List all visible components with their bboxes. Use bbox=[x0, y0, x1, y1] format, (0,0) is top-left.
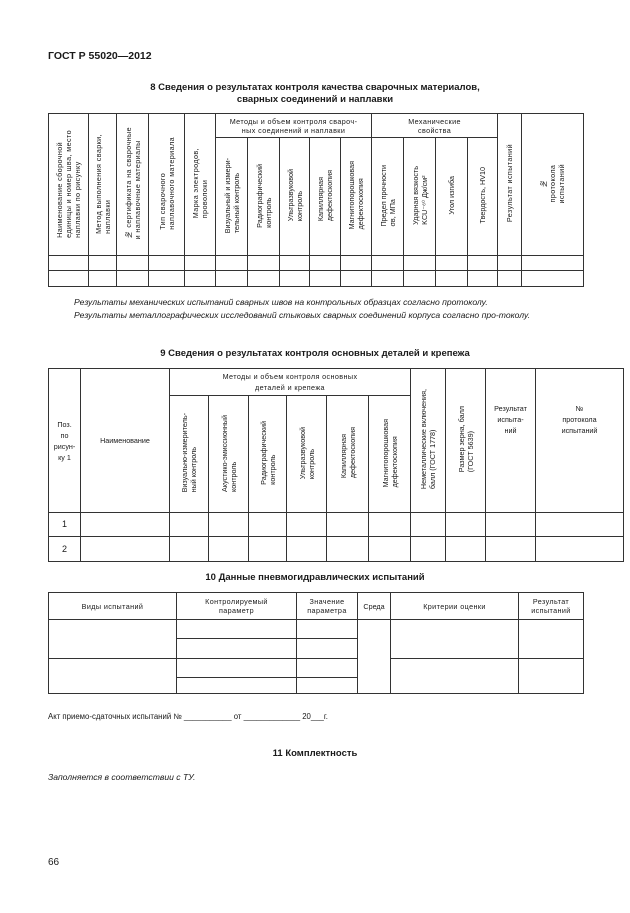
section8-title bbox=[0, 82, 630, 106]
s8-head-bend: Угол изгиба bbox=[436, 138, 468, 256]
s9-head-protocol: № протокола испытаний bbox=[536, 369, 624, 513]
s8-head-result: Результат испытаний bbox=[498, 114, 522, 256]
s9-head-result: Результат испыта- ний bbox=[486, 369, 536, 513]
s10-head-kinds: Виды испытаний bbox=[49, 593, 177, 620]
s8-head-impact: Ударная вязкость KCU⁻⁶⁰ Дж/см² bbox=[404, 138, 436, 256]
s9-head-radio: Радиографический контроль bbox=[249, 396, 287, 513]
section10-title: 10 Данные пневмогидравлических испытаний bbox=[205, 572, 425, 583]
s9-head-magnetic: Магнитопорошковая дефектоскопия bbox=[369, 396, 411, 513]
section11-text: Заполняется в соответствии с ТУ. bbox=[48, 772, 196, 782]
s8-head-hardness: Твердость, HV10 bbox=[468, 138, 498, 256]
s9-head-nonmetal: Неметаллические включения, балл (ГОСТ 1778) bbox=[411, 369, 446, 513]
s9-head-methods-group: Методы и объем контроля основных деталей и крепежа bbox=[170, 369, 411, 396]
table-row bbox=[49, 659, 584, 678]
section8-table bbox=[48, 113, 584, 287]
section8-title-line1: 8 Сведения о результатах контроля качества сварочных материалов, bbox=[150, 82, 480, 93]
s10-head-result: Результат испытаний bbox=[519, 593, 584, 620]
s10-head-criteria: Критерии оценки bbox=[391, 593, 519, 620]
s9-row-pos: 2 bbox=[49, 537, 81, 562]
s8-head-radio: Радиографический контроль bbox=[248, 138, 280, 256]
section9-table bbox=[48, 368, 624, 562]
s8-head-brand: Марка электродов, проволоки bbox=[185, 114, 216, 256]
s8-head-methods-group: Методы и объем контроля свароч- ных соединений и наплавки bbox=[216, 114, 372, 138]
s9-head-visual: Визуально-измеритель- ный контроль bbox=[170, 396, 209, 513]
acceptance-act-line: Акт приемо-сдаточных испытаний № ___________ от _____________ 20___г. bbox=[48, 712, 328, 721]
table-row bbox=[49, 256, 584, 271]
document-header: ГОСТ Р 55020—2012 bbox=[48, 50, 152, 62]
s8-head-type: Тип сварочного наплавочного материала bbox=[149, 114, 185, 256]
section11-title: 11 Комплектность bbox=[272, 748, 358, 759]
section8-title-line2: сварных соединений и наплавки bbox=[236, 94, 394, 105]
s8-head-assembly: Наименование сборочной единицы и номер шва, место наплавки по рисунку bbox=[49, 114, 89, 256]
s10-head-medium: Среда bbox=[358, 593, 391, 620]
table-row bbox=[49, 620, 584, 639]
s9-head-capillary: Капиллярная дефектоскопия bbox=[327, 396, 369, 513]
s9-head-name: Наименование bbox=[81, 369, 170, 513]
s8-head-capillary: Капиллярная дефектоскопия bbox=[310, 138, 341, 256]
section10-table bbox=[48, 592, 584, 694]
s8-head-ultra: Ультразвуковой контроль bbox=[280, 138, 310, 256]
s8-head-mech-group: Механические свойства bbox=[372, 114, 498, 138]
section9-title: 9 Сведения о результатах контроля основных деталей и крепежа bbox=[160, 348, 470, 359]
s9-head-ultra: Ультразвуковой контроль bbox=[287, 396, 327, 513]
s8-head-certificate: № сертификата на сварочные и наплавочные материалы bbox=[117, 114, 149, 256]
s9-head-pos: Поз. по рисун- ку 1 bbox=[49, 369, 81, 513]
table-row bbox=[49, 513, 624, 537]
s10-head-value: Значение параметра bbox=[297, 593, 358, 620]
s8-head-method: Метод выполнения сварки, наплавки bbox=[89, 114, 117, 256]
s9-head-grain: Размер зерна, балл (ГОСТ 5639) bbox=[446, 369, 486, 513]
s8-head-yield: Предел прочности σв, МПа bbox=[372, 138, 404, 256]
section8-note1: Результаты механических испытаний сварных швов на контрольных образцах согласно протоколу. bbox=[74, 297, 488, 307]
table-row bbox=[49, 271, 584, 287]
s9-head-acoustic: Акустико-эмиссионный контроль bbox=[209, 396, 249, 513]
section8-note2: Результаты металлографических исследований стыковых сварных соединений корпуса согласно про-токолу. bbox=[74, 310, 531, 320]
page-number: 66 bbox=[48, 857, 60, 868]
s8-head-magnetic: Магнитопорошковая дефектоскопия bbox=[341, 138, 372, 256]
s9-row-pos: 1 bbox=[49, 513, 81, 537]
table-row bbox=[49, 537, 624, 562]
s8-head-visual: Визуальный и измери- тельный контроль bbox=[216, 138, 248, 256]
s8-head-protocol: № протокола испытаний bbox=[522, 114, 584, 256]
s10-head-param: Контролируемый параметр bbox=[177, 593, 297, 620]
